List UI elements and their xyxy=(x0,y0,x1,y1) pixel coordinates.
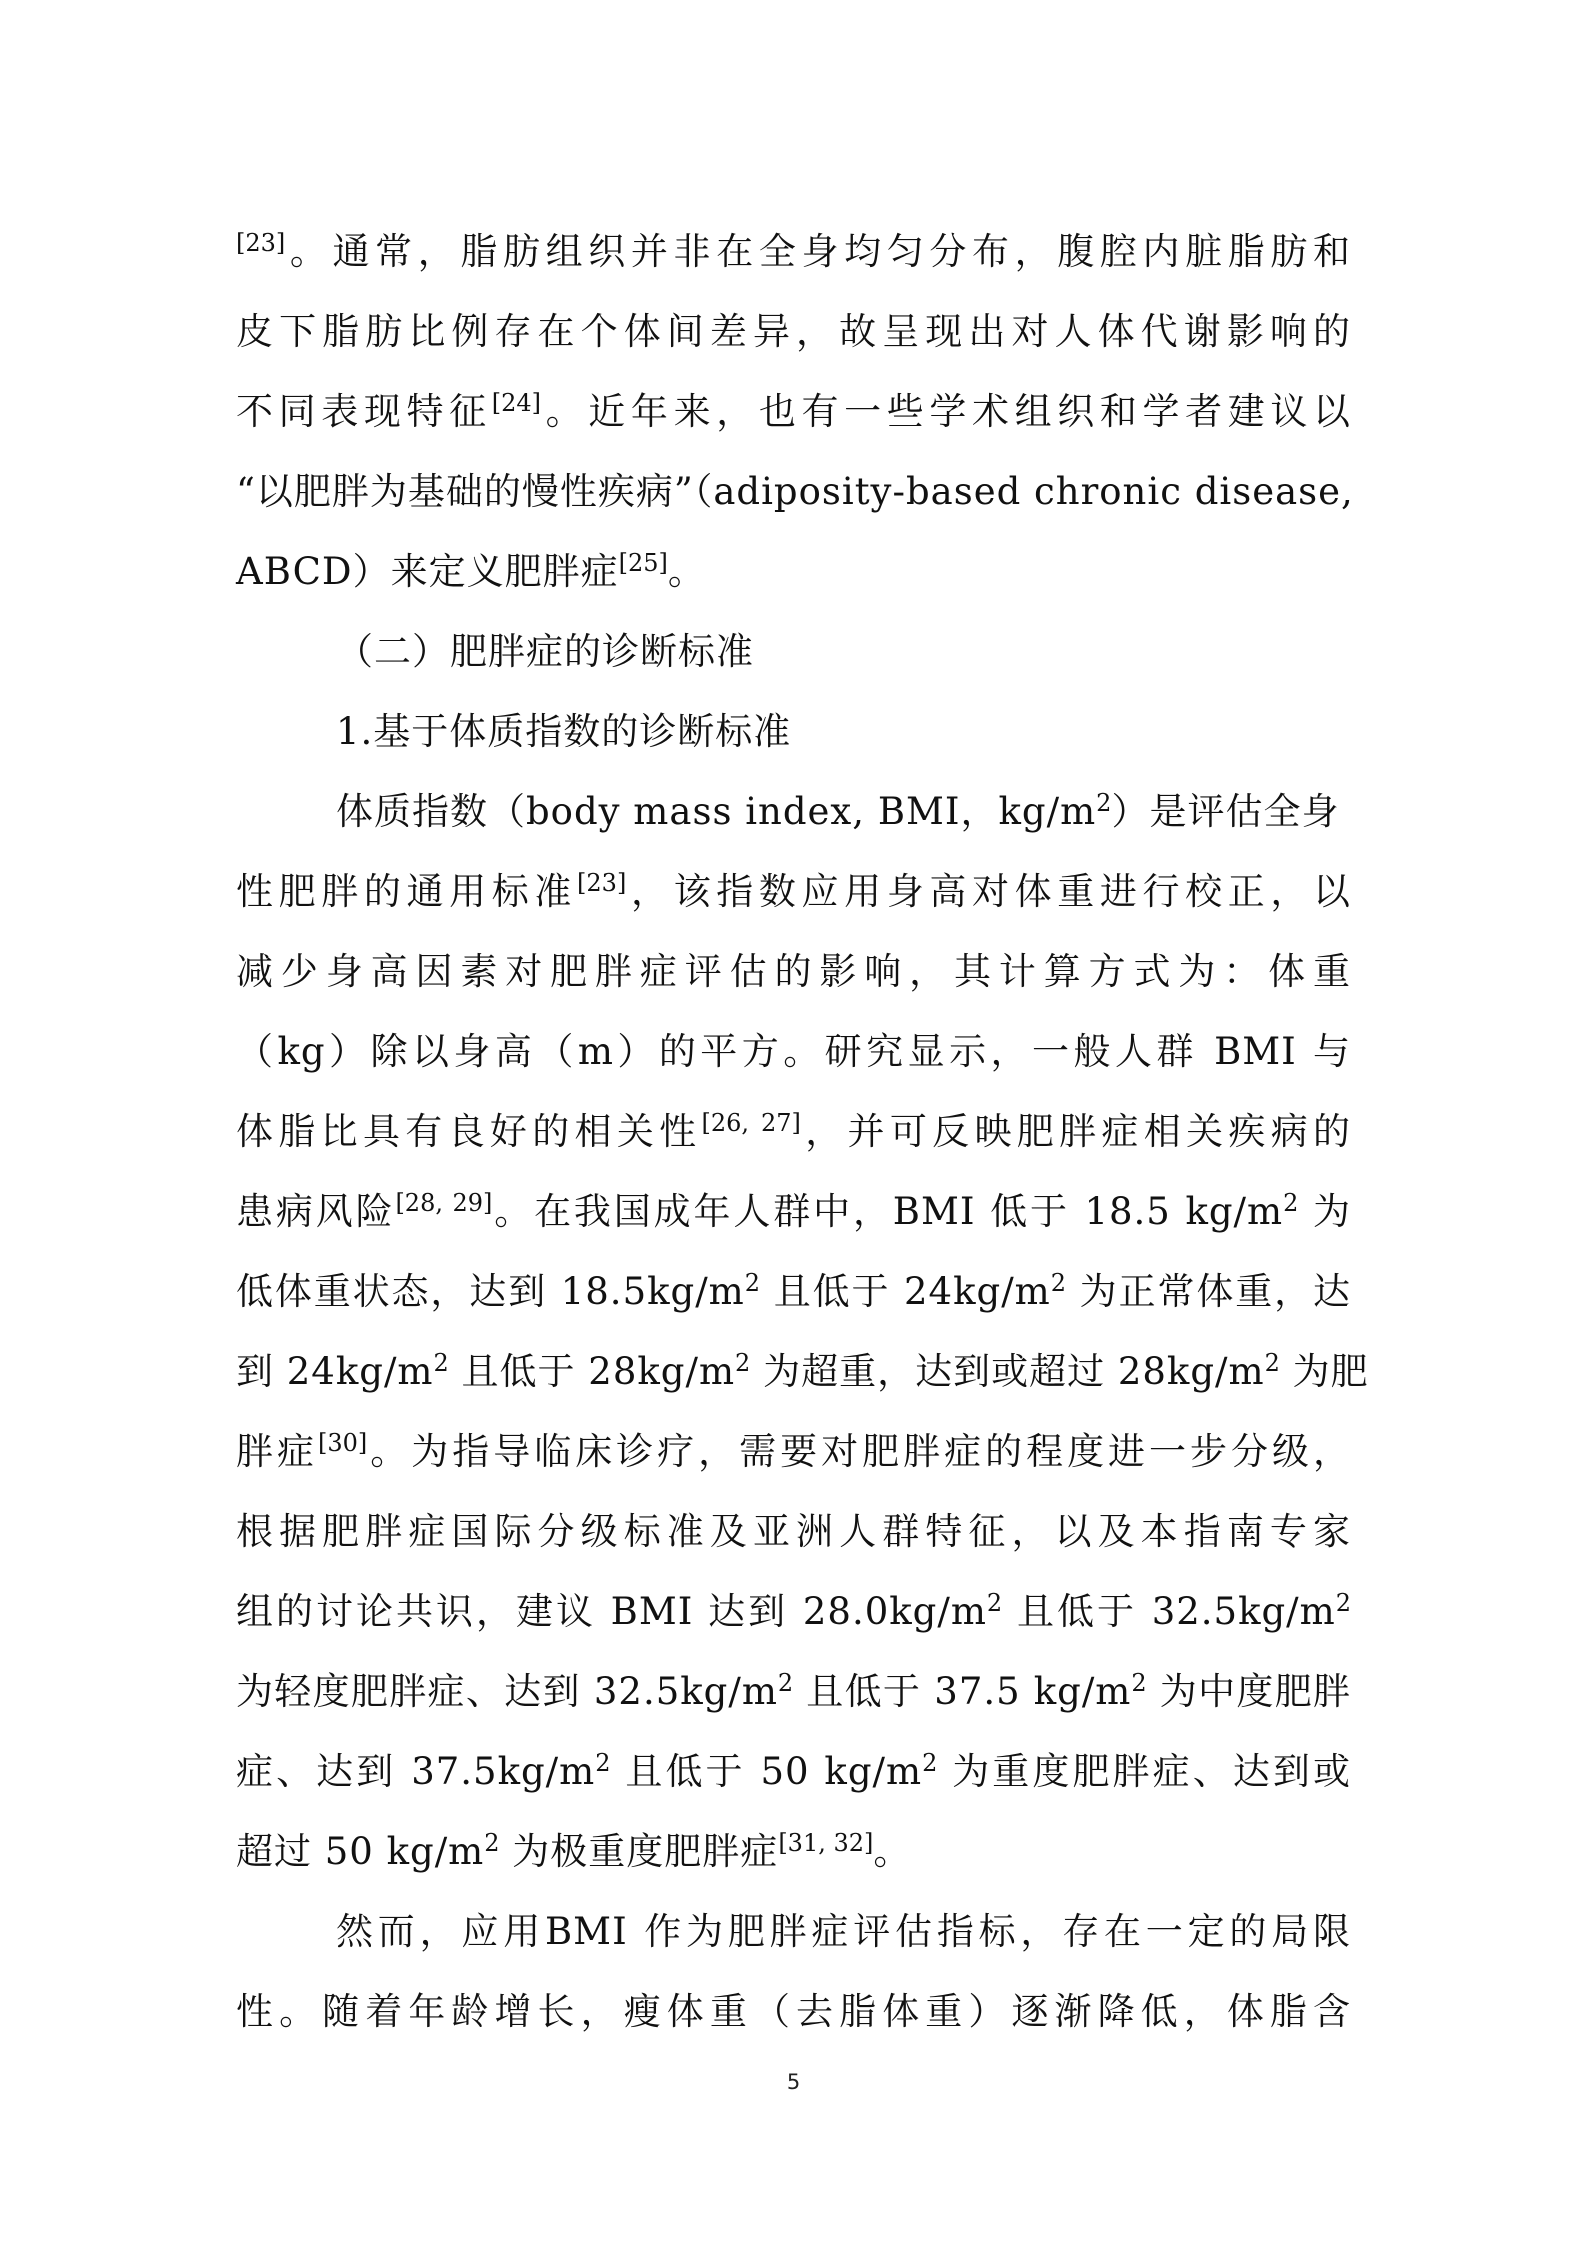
superscript: 2 xyxy=(744,1269,761,1297)
superscript: 2 xyxy=(433,1349,449,1377)
superscript: 2 xyxy=(595,1749,611,1777)
text-run: 皮下脂肪比例存在个体间差异，故呈现出对人体代谢影响的 xyxy=(236,310,1351,353)
text-run: 且低于 37.5 kg/m xyxy=(793,1670,1132,1713)
text-line xyxy=(236,1892,1351,1972)
text-run: 不同表现特征 xyxy=(236,390,492,433)
text-run: 到 24kg/m xyxy=(236,1350,434,1393)
text-line xyxy=(236,452,1354,532)
superscript: 2 xyxy=(1050,1269,1067,1297)
text-line xyxy=(236,292,1351,372)
text-run: 为肥 xyxy=(1279,1350,1369,1393)
superscript: 2 xyxy=(484,1829,500,1857)
text-run: 根据肥胖症国际分级标准及亚洲人群特征，以及本指南专家 xyxy=(236,1510,1351,1553)
text-line xyxy=(236,1012,1351,1092)
superscript: [24] xyxy=(491,389,542,417)
text-run: 性肥胖的通用标准 xyxy=(236,870,578,913)
superscript: [23] xyxy=(236,229,286,257)
superscript: [25] xyxy=(618,549,668,577)
superscript: [28, 29] xyxy=(395,1189,493,1217)
text-run: ）是评估全身 xyxy=(1111,790,1340,833)
text-run: 患病风险 xyxy=(236,1190,396,1233)
text-line xyxy=(236,1252,1351,1332)
text-run: 为 xyxy=(1298,1190,1352,1233)
text-run: 胖症 xyxy=(236,1430,318,1473)
superscript: [30] xyxy=(317,1429,368,1457)
text-run: 症、达到 37.5kg/m xyxy=(236,1750,596,1793)
text-line xyxy=(236,532,1351,612)
text-run: 且低于 24kg/m xyxy=(760,1270,1051,1313)
text-run: 且低于 28kg/m xyxy=(448,1350,736,1393)
text-run: “以肥胖为基础的慢性疾病”（adiposity-based chronic disease, xyxy=(236,470,1354,513)
text-line xyxy=(236,1732,1351,1812)
text-run: （二）肥胖症的诊断标准 xyxy=(336,630,754,673)
text-run: 1.基于体质指数的诊断标准 xyxy=(336,710,792,753)
text-run: 。通常，脂肪组织并非在全身均匀分布，腹腔内脏脂肪和 xyxy=(285,230,1351,273)
superscript: 2 xyxy=(1264,1349,1280,1377)
superscript: 2 xyxy=(777,1669,794,1697)
text-run: 。 xyxy=(667,550,706,593)
text-line xyxy=(236,772,1351,852)
text-run: ，该指数应用身高对体重进行校正，以 xyxy=(626,870,1352,913)
text-run: 低体重状态，达到 18.5kg/m xyxy=(236,1270,745,1313)
text-run: 。近年来，也有一些学术组织和学者建议以 xyxy=(541,390,1352,433)
section-heading xyxy=(236,692,1351,772)
text-run: 。 xyxy=(873,1830,912,1873)
text-line xyxy=(236,212,1351,292)
text-line xyxy=(236,1092,1351,1172)
text-run: 。在我国成年人群中，BMI 低于 18.5 kg/m xyxy=(492,1190,1284,1233)
text-run: 。为指导临床诊疗，需要对肥胖症的程度进一步分级， xyxy=(367,1430,1352,1473)
text-line xyxy=(236,1972,1351,2052)
text-run: 为中度肥胖 xyxy=(1146,1670,1352,1713)
text-run: 超过 50 kg/m xyxy=(236,1830,485,1873)
text-run: 组的讨论共识，建议 BMI 达到 28.0kg/m xyxy=(236,1590,987,1633)
superscript: [31, 32] xyxy=(778,1829,874,1857)
body-text xyxy=(236,212,1369,2052)
text-line xyxy=(236,372,1351,452)
text-line xyxy=(236,932,1351,1012)
superscript: 2 xyxy=(986,1589,1003,1617)
superscript: 2 xyxy=(1335,1589,1352,1617)
superscript: 2 xyxy=(922,1749,938,1777)
section-heading xyxy=(236,612,1351,692)
text-run: ，并可反映肥胖症相关疾病的 xyxy=(800,1110,1352,1153)
text-run: 为超重，达到或超过 28kg/m xyxy=(750,1350,1265,1393)
text-run: 为重度肥胖症、达到或 xyxy=(937,1750,1351,1793)
text-run: 且低于 50 kg/m xyxy=(610,1750,923,1793)
superscript: 2 xyxy=(1096,789,1112,817)
superscript: 2 xyxy=(1283,1189,1299,1217)
text-run: 体质指数（body mass index, BMI，kg/m xyxy=(336,790,1097,833)
text-line xyxy=(236,1812,1351,1892)
text-run: 减少身高因素对肥胖症评估的影响，其计算方式为：体重 xyxy=(236,950,1351,993)
text-run: （kg）除以身高（m）的平方。研究显示，一般人群 BMI 与 xyxy=(236,1030,1351,1073)
text-line xyxy=(236,1652,1351,1732)
superscript: 2 xyxy=(1131,1669,1147,1697)
text-run: 为正常体重，达 xyxy=(1066,1270,1351,1313)
text-line xyxy=(236,1572,1351,1652)
text-line xyxy=(236,1412,1351,1492)
superscript: 2 xyxy=(735,1349,751,1377)
text-line xyxy=(236,852,1351,932)
text-run: 性。随着年龄增长，瘦体重（去脂体重）逐渐降低，体脂含 xyxy=(236,1990,1351,2033)
text-run: ABCD）来定义肥胖症 xyxy=(236,550,619,593)
page-number: 5 xyxy=(786,2070,801,2094)
text-run: 体脂比具有良好的相关性 xyxy=(236,1110,702,1153)
text-run: 且低于 32.5kg/m xyxy=(1002,1590,1336,1633)
text-line xyxy=(236,1172,1351,1252)
superscript: [23] xyxy=(577,869,627,897)
text-line xyxy=(236,1492,1351,1572)
text-run: 为轻度肥胖症、达到 32.5kg/m xyxy=(236,1670,778,1713)
text-run: 为极重度肥胖症 xyxy=(499,1830,779,1873)
superscript: [26, 27] xyxy=(701,1109,801,1137)
text-run: 然而，应用BMI 作为肥胖症评估指标，存在一定的局限 xyxy=(336,1910,1351,1953)
text-line xyxy=(236,1332,1369,1412)
